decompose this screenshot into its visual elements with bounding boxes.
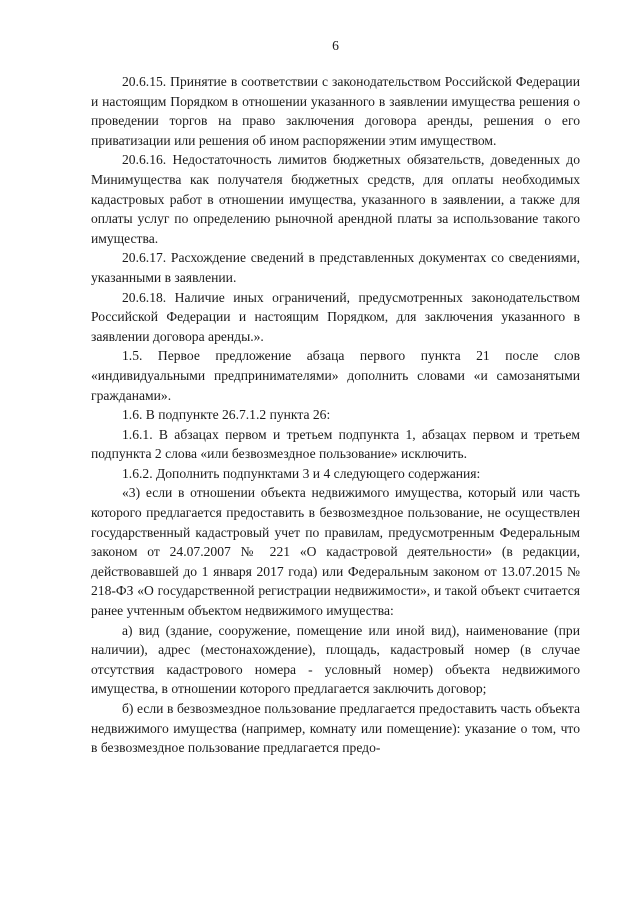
paragraph-1-5: 1.5. Первое предложение абзаца первого пункта 21 после слов «индивидуальными предпринимателями» дополнить словами «и самозанятыми гражданами».	[91, 348, 580, 403]
page-number: 6	[332, 38, 339, 53]
paragraph-subitem-b: б) если в безвозмездное пользование предлагается предоставить часть объекта недвижимого имущества (например, комнату или помещение): указание о том, что в безвозмездное пользование предлагается предо-	[91, 701, 580, 756]
paragraph-20-6-17: 20.6.17. Расхождение сведений в представленных документах со сведениями, указанными в заявлении.	[91, 250, 580, 285]
paragraph-20-6-16: 20.6.16. Недостаточность лимитов бюджетных обязательств, доведенных до Минимущества как получателя бюджетных средств, для оплаты необходимых кадастровых работ в отношении имущества, указанного в заявлении, а также для оплаты услуг по определению рыночной арендной платы за использование такого имущества.	[91, 152, 580, 246]
document-body	[91, 72, 580, 758]
paragraph-20-6-15: 20.6.15. Принятие в соответствии с законодательством Российской Федерации и настоящим Порядком в отношении указанного в заявлении имущества решения о проведении торгов на право заключения договора аренды, решения о его приватизации или решения об ином распоряжении этим имуществом.	[91, 74, 580, 148]
paragraph-20-6-18: 20.6.18. Наличие иных ограничений, предусмотренных законодательством Российской Федерации и настоящим Порядком, для заключения указанного в заявлении договора аренды.».	[91, 289, 580, 344]
paragraph-1-6-2: 1.6.2. Дополнить подпунктами 3 и 4 следующего содержания:	[122, 465, 481, 481]
paragraph-1-6-1: 1.6.1. В абзацах первом и третьем подпункта 1, абзацах первом и третьем подпункта 2 слова «или безвозмездное пользование» исключить.	[91, 426, 580, 462]
paragraph-subitem-a: а) вид (здание, сооружение, помещение или иной вид), наименование (при наличии), адрес (местонахождение), площадь, кадастровый номер (в случае отсутствия кадастрового номера - условный номер) объекта недвижимого имущества, в отношении которого предлагается заключить договор;	[91, 622, 580, 697]
paragraph-subitem-3: «3) если в отношении объекта недвижимого имущества, который или часть которого предлагается предоставить в безвозмездное пользование, не осуществлен государственный кадастровый учет по правилам, предусмотренным Федеральным законом от 24.07.2007 № 221 «О кадастровой деятельности» (в редакции, действовавшей до 1 января 2017 года) или Федеральным законом от 13.07.2015 № 218-ФЗ «О государственной регистрации недвижимости», и такой объект считается ранее учтенным объектом недвижимого имущества:	[91, 485, 580, 619]
paragraph-1-6: 1.6. В подпункте 26.7.1.2 пункта 26:	[122, 407, 331, 423]
